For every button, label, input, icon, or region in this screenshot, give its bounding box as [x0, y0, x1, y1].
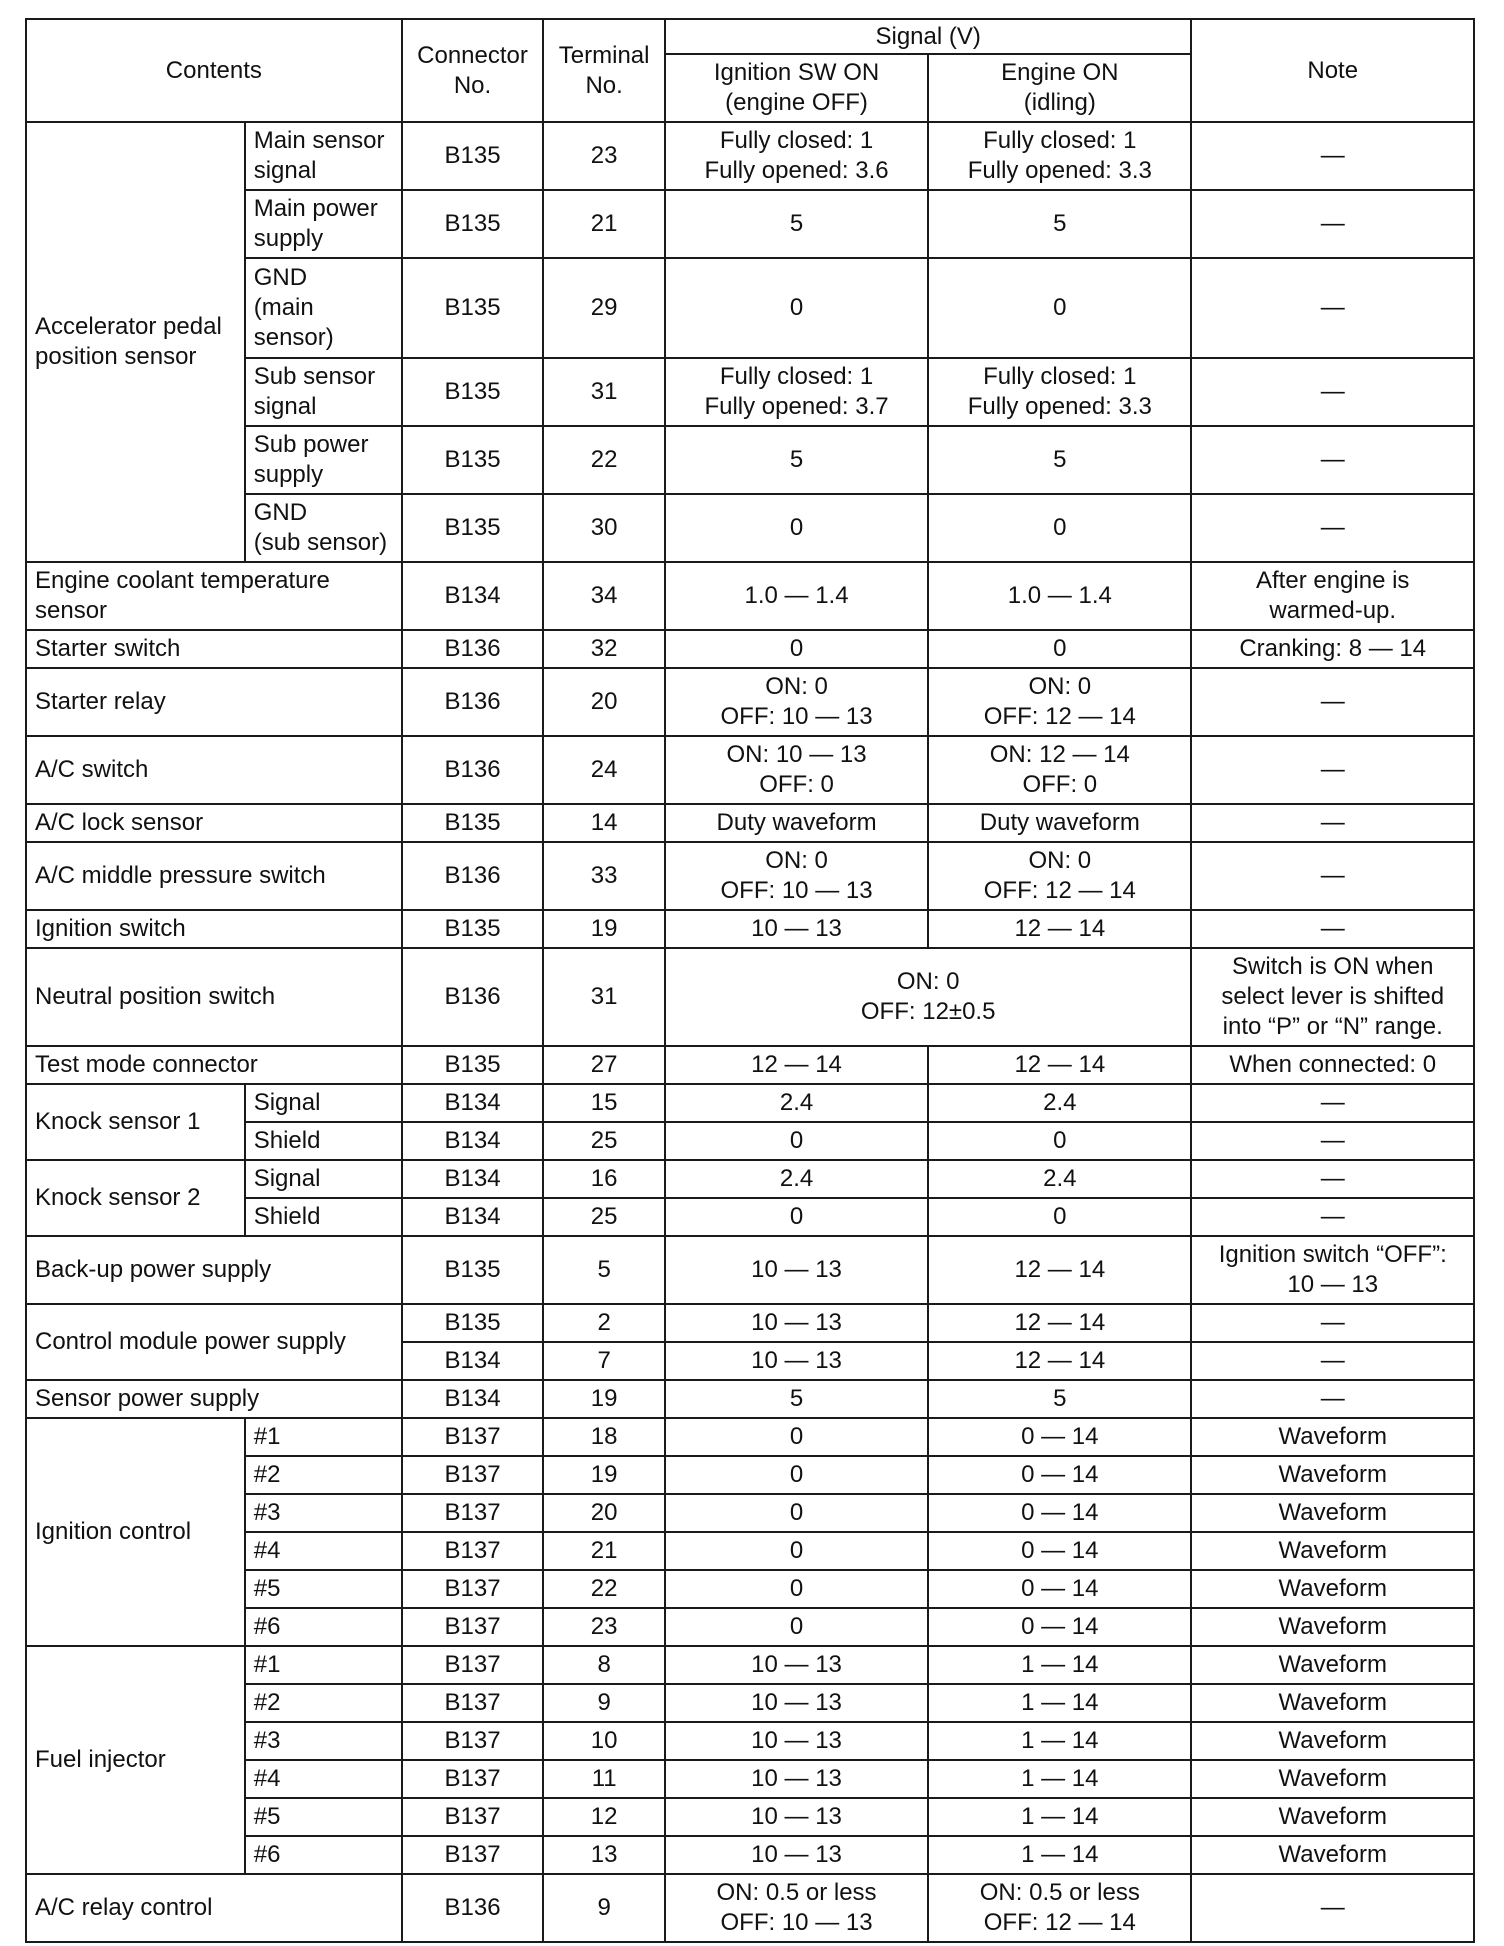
connector-cell: B136	[402, 1874, 544, 1942]
engine-on-value: 12 — 14	[928, 1046, 1191, 1084]
table-row	[26, 1646, 1474, 1684]
note-cell: Waveform	[1191, 1760, 1474, 1798]
item-label: Accelerator pedal position sensor	[26, 122, 245, 562]
terminal-cell: 9	[543, 1874, 665, 1942]
note-cell: Waveform	[1191, 1532, 1474, 1570]
sub-item-label: Signal	[245, 1160, 402, 1198]
terminal-header: Terminal No.	[543, 19, 665, 122]
connector-cell: B134	[402, 1198, 544, 1236]
engine-on-value: 1 — 14	[928, 1836, 1191, 1874]
terminal-cell: 25	[543, 1122, 665, 1160]
terminal-cell: 24	[543, 736, 665, 804]
engine-on-value: 0	[928, 1122, 1191, 1160]
note-cell: —	[1191, 190, 1474, 258]
sub-item-label: Shield	[245, 1198, 402, 1236]
note-cell: Waveform	[1191, 1722, 1474, 1760]
ignition-sw-on-value: 0	[665, 630, 928, 668]
item-label: Back-up power supply	[26, 1236, 402, 1304]
ignition-sw-on-value: Duty waveform	[665, 804, 928, 842]
ignition-sw-on-value: 2.4	[665, 1084, 928, 1122]
ignition-sw-on-value: 0	[665, 494, 928, 562]
engine-on-value: ON: 0 OFF: 12 — 14	[928, 842, 1191, 910]
sub-item-label: GND (main sensor)	[245, 258, 402, 358]
ignition-sw-on-value: 0	[665, 1570, 928, 1608]
note-header: Note	[1191, 19, 1474, 122]
engine-on-value: 0 — 14	[928, 1418, 1191, 1456]
connector-cell: B137	[402, 1532, 544, 1570]
connector-cell: B134	[402, 1380, 544, 1418]
sub-item-label: GND (sub sensor)	[245, 494, 402, 562]
connector-header: Connector No.	[402, 19, 544, 122]
terminal-cell: 14	[543, 804, 665, 842]
note-cell: Waveform	[1191, 1608, 1474, 1646]
terminal-cell: 16	[543, 1160, 665, 1198]
note-cell: —	[1191, 1198, 1474, 1236]
table-row	[26, 1046, 1474, 1084]
terminal-cell: 21	[543, 1532, 665, 1570]
table-row	[26, 842, 1474, 910]
table-row	[26, 122, 1474, 190]
table-row	[26, 562, 1474, 630]
note-cell: —	[1191, 910, 1474, 948]
note-cell: —	[1191, 494, 1474, 562]
sub-item-label: Signal	[245, 1084, 402, 1122]
ignition-sw-on-value: 5	[665, 426, 928, 494]
sub-item-label: #4	[245, 1760, 402, 1798]
engine-on-value: 1 — 14	[928, 1646, 1191, 1684]
engine-on-value: 12 — 14	[928, 1304, 1191, 1342]
note-cell: After engine is warmed-up.	[1191, 562, 1474, 630]
terminal-cell: 19	[543, 910, 665, 948]
engine-on-value: 0	[928, 630, 1191, 668]
ignition-sw-on-value: 0	[665, 1456, 928, 1494]
terminal-cell: 32	[543, 630, 665, 668]
connector-cell: B135	[402, 258, 544, 358]
sub-item-label: #3	[245, 1722, 402, 1760]
connector-cell: B136	[402, 736, 544, 804]
engine-on-value: 12 — 14	[928, 910, 1191, 948]
note-cell: Switch is ON when select lever is shifted into “P” or “N” range.	[1191, 948, 1474, 1046]
item-label: Fuel injector	[26, 1646, 245, 1874]
engine-on-value: 12 — 14	[928, 1342, 1191, 1380]
ignition-sw-on-value: ON: 0 OFF: 10 — 13	[665, 842, 928, 910]
engine-on-value: 0 — 14	[928, 1570, 1191, 1608]
note-cell: —	[1191, 668, 1474, 736]
sub-item-label: #1	[245, 1646, 402, 1684]
note-cell: Waveform	[1191, 1494, 1474, 1532]
note-cell: —	[1191, 1380, 1474, 1418]
connector-cell: B137	[402, 1722, 544, 1760]
engine-on-value: ON: 0.5 or less OFF: 12 — 14	[928, 1874, 1191, 1942]
item-label: A/C relay control	[26, 1874, 402, 1942]
terminal-cell: 31	[543, 358, 665, 426]
connector-cell: B136	[402, 948, 544, 1046]
engine-on-value: 0	[928, 494, 1191, 562]
ignition-sw-on-value: 10 — 13	[665, 1342, 928, 1380]
connector-cell: B135	[402, 1304, 544, 1342]
note-cell: Waveform	[1191, 1646, 1474, 1684]
engine-on-value: 0	[928, 258, 1191, 358]
ignition-sw-on-value: 0	[665, 1198, 928, 1236]
connector-cell: B135	[402, 122, 544, 190]
note-cell: Ignition switch “OFF”: 10 — 13	[1191, 1236, 1474, 1304]
sub-item-label: #4	[245, 1532, 402, 1570]
ignition-sw-on-value: 0	[665, 258, 928, 358]
terminal-cell: 30	[543, 494, 665, 562]
connector-cell: B137	[402, 1608, 544, 1646]
terminal-cell: 15	[543, 1084, 665, 1122]
table-row	[26, 668, 1474, 736]
terminal-cell: 7	[543, 1342, 665, 1380]
engine-on-value: 1 — 14	[928, 1760, 1191, 1798]
ignition-sw-on-value: 0	[665, 1418, 928, 1456]
note-cell: Waveform	[1191, 1418, 1474, 1456]
terminal-cell: 27	[543, 1046, 665, 1084]
item-label: Knock sensor 2	[26, 1160, 245, 1236]
item-label: Control module power supply	[26, 1304, 402, 1380]
connector-cell: B137	[402, 1456, 544, 1494]
ignition-sw-on-value: 10 — 13	[665, 1836, 928, 1874]
table-row	[26, 1084, 1474, 1122]
terminal-cell: 12	[543, 1798, 665, 1836]
note-cell: —	[1191, 358, 1474, 426]
connector-cell: B137	[402, 1646, 544, 1684]
connector-cell: B134	[402, 562, 544, 630]
engine-on-value: 0 — 14	[928, 1532, 1191, 1570]
note-cell: —	[1191, 1874, 1474, 1942]
terminal-cell: 11	[543, 1760, 665, 1798]
engine-on-value: 0 — 14	[928, 1494, 1191, 1532]
ignition-sw-on-header: Ignition SW ON (engine OFF)	[665, 54, 928, 122]
connector-cell: B134	[402, 1084, 544, 1122]
sub-item-label: #2	[245, 1684, 402, 1722]
sub-item-label: #5	[245, 1570, 402, 1608]
connector-cell: B135	[402, 910, 544, 948]
note-cell: Waveform	[1191, 1570, 1474, 1608]
connector-cell: B135	[402, 426, 544, 494]
engine-on-value: 1.0 — 1.4	[928, 562, 1191, 630]
terminal-cell: 13	[543, 1836, 665, 1874]
engine-on-value: 0	[928, 1198, 1191, 1236]
ignition-sw-on-value: 0	[665, 1608, 928, 1646]
sub-item-label: #1	[245, 1418, 402, 1456]
engine-on-value: 0 — 14	[928, 1608, 1191, 1646]
table-row	[26, 1874, 1474, 1942]
terminal-cell: 8	[543, 1646, 665, 1684]
ignition-sw-on-value: ON: 0.5 or less OFF: 10 — 13	[665, 1874, 928, 1942]
note-cell: When connected: 0	[1191, 1046, 1474, 1084]
connector-cell: B136	[402, 842, 544, 910]
item-label: Sensor power supply	[26, 1380, 402, 1418]
sub-item-label: Sub sensor signal	[245, 358, 402, 426]
connector-cell: B137	[402, 1684, 544, 1722]
terminal-cell: 18	[543, 1418, 665, 1456]
ignition-sw-on-value: Fully closed: 1 Fully opened: 3.7	[665, 358, 928, 426]
connector-cell: B135	[402, 1046, 544, 1084]
note-cell: —	[1191, 1084, 1474, 1122]
table-row	[26, 736, 1474, 804]
signal-header: Signal (V)	[665, 19, 1192, 54]
ignition-sw-on-value: 10 — 13	[665, 1722, 928, 1760]
ignition-sw-on-value: 10 — 13	[665, 910, 928, 948]
sub-item-label: Sub power supply	[245, 426, 402, 494]
table-row	[26, 1418, 1474, 1456]
ignition-sw-on-value: 10 — 13	[665, 1236, 928, 1304]
item-label: Knock sensor 1	[26, 1084, 245, 1160]
signal-cell: ON: 0 OFF: 12±0.5	[665, 948, 1192, 1046]
item-label: Engine coolant temperature sensor	[26, 562, 402, 630]
table-row	[26, 1236, 1474, 1304]
engine-on-value: 5	[928, 190, 1191, 258]
note-cell: Waveform	[1191, 1456, 1474, 1494]
note-cell: —	[1191, 842, 1474, 910]
engine-on-value: ON: 12 — 14 OFF: 0	[928, 736, 1191, 804]
table-row	[26, 910, 1474, 948]
ignition-sw-on-value: Fully closed: 1 Fully opened: 3.6	[665, 122, 928, 190]
engine-on-value: 1 — 14	[928, 1798, 1191, 1836]
ignition-sw-on-value: 0	[665, 1532, 928, 1570]
engine-on-value: 1 — 14	[928, 1722, 1191, 1760]
ignition-sw-on-value: 12 — 14	[665, 1046, 928, 1084]
engine-on-value: 5	[928, 426, 1191, 494]
ignition-sw-on-value: 1.0 — 1.4	[665, 562, 928, 630]
engine-on-value: Duty waveform	[928, 804, 1191, 842]
sub-item-label: #6	[245, 1608, 402, 1646]
connector-cell: B136	[402, 668, 544, 736]
terminal-cell: 19	[543, 1456, 665, 1494]
connector-cell: B136	[402, 630, 544, 668]
note-cell: —	[1191, 122, 1474, 190]
terminal-cell: 23	[543, 1608, 665, 1646]
engine-on-value: 0 — 14	[928, 1456, 1191, 1494]
ignition-sw-on-value: 10 — 13	[665, 1304, 928, 1342]
note-cell: —	[1191, 1342, 1474, 1380]
connector-cell: B137	[402, 1570, 544, 1608]
connector-cell: B137	[402, 1418, 544, 1456]
sub-item-label: Main power supply	[245, 190, 402, 258]
item-label: Ignition control	[26, 1418, 245, 1646]
connector-cell: B135	[402, 1236, 544, 1304]
connector-cell: B134	[402, 1122, 544, 1160]
ignition-sw-on-value: 5	[665, 190, 928, 258]
table-row	[26, 1380, 1474, 1418]
ignition-sw-on-value: 0	[665, 1122, 928, 1160]
item-label: Starter relay	[26, 668, 402, 736]
engine-on-value: 2.4	[928, 1084, 1191, 1122]
table-row	[26, 804, 1474, 842]
sub-item-label: Main sensor signal	[245, 122, 402, 190]
connector-cell: B135	[402, 190, 544, 258]
terminal-cell: 33	[543, 842, 665, 910]
connector-cell: B135	[402, 358, 544, 426]
note-cell: —	[1191, 258, 1474, 358]
note-cell: Waveform	[1191, 1836, 1474, 1874]
terminal-cell: 5	[543, 1236, 665, 1304]
note-cell: Waveform	[1191, 1798, 1474, 1836]
ignition-sw-on-value: 2.4	[665, 1160, 928, 1198]
terminal-cell: 19	[543, 1380, 665, 1418]
note-cell: —	[1191, 1160, 1474, 1198]
terminal-cell: 23	[543, 122, 665, 190]
item-label: A/C switch	[26, 736, 402, 804]
contents-header: Contents	[26, 19, 402, 122]
engine-on-value: ON: 0 OFF: 12 — 14	[928, 668, 1191, 736]
table-body	[26, 122, 1474, 1942]
signal-table	[25, 18, 1475, 1943]
engine-on-header: Engine ON (idling)	[928, 54, 1191, 122]
header-row	[26, 19, 1474, 54]
item-label: Starter switch	[26, 630, 402, 668]
note-cell: Cranking: 8 — 14	[1191, 630, 1474, 668]
connector-cell: B135	[402, 494, 544, 562]
note-cell: —	[1191, 804, 1474, 842]
engine-on-value: Fully closed: 1 Fully opened: 3.3	[928, 122, 1191, 190]
sub-item-label: #3	[245, 1494, 402, 1532]
sub-item-label: #2	[245, 1456, 402, 1494]
sub-item-label: Shield	[245, 1122, 402, 1160]
connector-cell: B137	[402, 1836, 544, 1874]
terminal-cell: 34	[543, 562, 665, 630]
table-row	[26, 630, 1474, 668]
terminal-cell: 9	[543, 1684, 665, 1722]
ignition-sw-on-value: 10 — 13	[665, 1760, 928, 1798]
ignition-sw-on-value: 10 — 13	[665, 1684, 928, 1722]
terminal-cell: 21	[543, 190, 665, 258]
note-cell: —	[1191, 1304, 1474, 1342]
engine-on-value: 12 — 14	[928, 1236, 1191, 1304]
engine-on-value: 2.4	[928, 1160, 1191, 1198]
table-row	[26, 1160, 1474, 1198]
engine-on-value: 5	[928, 1380, 1191, 1418]
terminal-cell: 20	[543, 1494, 665, 1532]
note-cell: —	[1191, 736, 1474, 804]
terminal-cell: 10	[543, 1722, 665, 1760]
connector-cell: B134	[402, 1342, 544, 1380]
ignition-sw-on-value: ON: 0 OFF: 10 — 13	[665, 668, 928, 736]
ignition-sw-on-value: ON: 10 — 13 OFF: 0	[665, 736, 928, 804]
item-label: A/C middle pressure switch	[26, 842, 402, 910]
terminal-cell: 31	[543, 948, 665, 1046]
ignition-sw-on-value: 10 — 13	[665, 1646, 928, 1684]
connector-cell: B137	[402, 1760, 544, 1798]
engine-on-value: Fully closed: 1 Fully opened: 3.3	[928, 358, 1191, 426]
item-label: A/C lock sensor	[26, 804, 402, 842]
terminal-cell: 20	[543, 668, 665, 736]
connector-cell: B135	[402, 804, 544, 842]
sub-item-label: #5	[245, 1798, 402, 1836]
item-label: Test mode connector	[26, 1046, 402, 1084]
engine-on-value: 1 — 14	[928, 1684, 1191, 1722]
connector-cell: B134	[402, 1160, 544, 1198]
terminal-cell: 22	[543, 426, 665, 494]
item-label: Neutral position switch	[26, 948, 402, 1046]
ignition-sw-on-value: 5	[665, 1380, 928, 1418]
table-row	[26, 1304, 1474, 1342]
sub-item-label: #6	[245, 1836, 402, 1874]
terminal-cell: 22	[543, 1570, 665, 1608]
connector-cell: B137	[402, 1494, 544, 1532]
terminal-cell: 29	[543, 258, 665, 358]
note-cell: —	[1191, 1122, 1474, 1160]
note-cell: —	[1191, 426, 1474, 494]
connector-cell: B137	[402, 1798, 544, 1836]
note-cell: Waveform	[1191, 1684, 1474, 1722]
terminal-cell: 25	[543, 1198, 665, 1236]
ignition-sw-on-value: 10 — 13	[665, 1798, 928, 1836]
terminal-cell: 2	[543, 1304, 665, 1342]
item-label: Ignition switch	[26, 910, 402, 948]
table-row	[26, 948, 1474, 1046]
ignition-sw-on-value: 0	[665, 1494, 928, 1532]
